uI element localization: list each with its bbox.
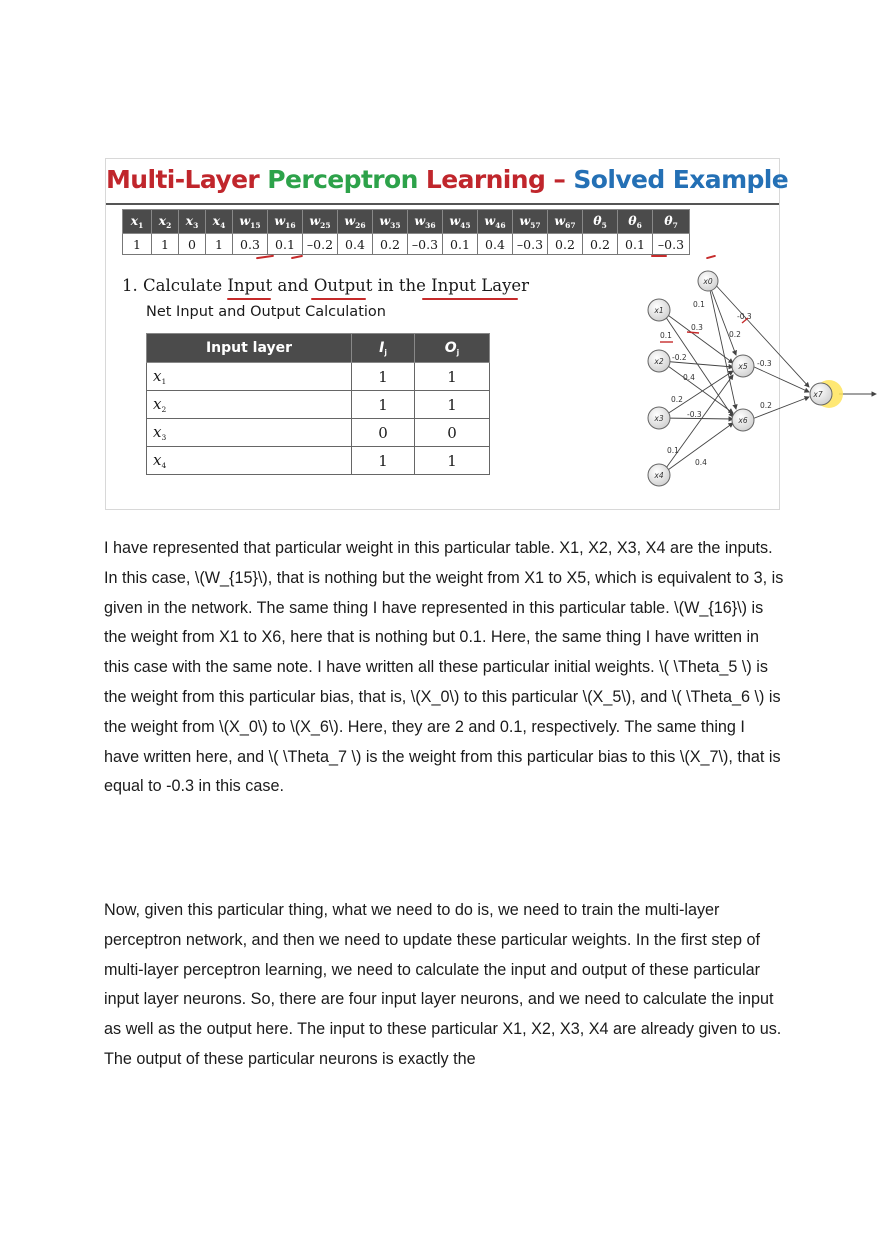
svg-text:x1: x1 <box>654 306 664 315</box>
svg-text:0.2: 0.2 <box>671 395 683 404</box>
weights-header-cell: $x_4$ <box>206 210 233 234</box>
svg-text:-0.3: -0.3 <box>737 312 752 321</box>
weights-value-cell: –0.3 <box>408 234 443 255</box>
weights-header-cell: $\theta_6$ <box>618 210 653 234</box>
table-row: $x_3$ 0 0 <box>147 419 490 447</box>
step-heading: 1. Calculate Input and Output in the Input Layer <box>122 276 530 295</box>
weights-table <box>122 209 690 255</box>
svg-text:x5: x5 <box>738 362 748 371</box>
svg-text:0.4: 0.4 <box>695 458 707 467</box>
svg-text:0.2: 0.2 <box>729 330 741 339</box>
weights-header-cell: $\theta_7$ <box>653 210 690 234</box>
weights-value-cell: 0 <box>179 234 206 255</box>
weights-header-cell: $w_{45}$ <box>443 210 478 234</box>
annotation-underline <box>422 298 518 300</box>
weights-header-cell: $w_{25}$ <box>303 210 338 234</box>
slide-title: Multi-Layer Perceptron Learning – Solved Example <box>106 165 789 194</box>
table-row: $x_4$ 1 1 <box>147 447 490 475</box>
annotation-underline <box>651 255 667 257</box>
weights-header-cell: $w_{15}$ <box>233 210 268 234</box>
weights-value-cell: 1 <box>206 234 233 255</box>
svg-text:x6: x6 <box>738 416 748 425</box>
weights-value-cell: 0.4 <box>478 234 513 255</box>
weights-value-cell: 0.4 <box>338 234 373 255</box>
weights-header-cell: $w_{46}$ <box>478 210 513 234</box>
weights-header-cell: $w_{67}$ <box>548 210 583 234</box>
annotation-underline <box>706 255 716 260</box>
input-table-header: Input layer $I_j$ $O_j$ <box>147 334 490 363</box>
network-diagram <box>531 263 823 503</box>
slide-image <box>105 158 823 510</box>
weights-value-cell: 1 <box>123 234 152 255</box>
svg-text:-0.3: -0.3 <box>687 410 702 419</box>
weights-value-cell: 0.2 <box>548 234 583 255</box>
svg-text:x0: x0 <box>703 277 713 286</box>
weights-header-cell: $w_{16}$ <box>268 210 303 234</box>
svg-text:x3: x3 <box>654 414 664 423</box>
input-layer-table <box>146 333 490 475</box>
svg-text:-0.2: -0.2 <box>672 353 687 362</box>
table-row: $x_2$ 1 1 <box>147 391 490 419</box>
weights-value-cell: 1 <box>152 234 179 255</box>
svg-text:0.4: 0.4 <box>683 373 695 382</box>
svg-text:0.1: 0.1 <box>693 300 705 309</box>
annotation-underline <box>291 255 303 259</box>
svg-text:x2: x2 <box>654 357 664 366</box>
weights-header-cell: $w_{36}$ <box>408 210 443 234</box>
svg-text:0.1: 0.1 <box>667 446 679 455</box>
weights-value-cell: 0.1 <box>443 234 478 255</box>
weights-value-cell: –0.3 <box>653 234 690 255</box>
weights-header-cell: $w_{35}$ <box>373 210 408 234</box>
weights-value-row <box>123 234 690 255</box>
weights-header-row <box>123 210 690 234</box>
table-row: $x_1$ 1 1 <box>147 363 490 391</box>
title-rule <box>106 203 779 205</box>
weights-value-cell: –0.3 <box>513 234 548 255</box>
weights-value-cell: 0.1 <box>268 234 303 255</box>
annotation-underline <box>256 255 274 259</box>
weights-value-cell: 0.2 <box>373 234 408 255</box>
paragraph-2: Now, given this particular thing, what we need to do is, we need to train the multi-layer perceptron network, and then we need to update these particular weights. In the first step of multi-layer perceptron learning, we need to calculate the input and output of these particular input layer neurons. So, there are four input layer neurons, and we need to calculate the input as well as the output here. The input to these particular X1, X2, X3, X4 are already given to us. The output of these particular neurons is exactly the <box>104 901 782 1068</box>
weights-value-cell: –0.2 <box>303 234 338 255</box>
weights-header-cell: $x_3$ <box>179 210 206 234</box>
svg-text:0.3: 0.3 <box>691 323 703 332</box>
svg-text:-0.3: -0.3 <box>757 359 772 368</box>
paragraph-1: I have represented that particular weight in this particular table. X1, X2, X3, X4 are the inputs. In this case, \(W_{15}\), that is nothing but the weight from X1 to X5, which is equivalent to 3, is given in the network. The same thing I have represented in this particular table. \(W_{16}\) is the weight from X1 to X6, here that is nothing but 0.1. Here, the same thing I have written in this case with the same note. I have written all these particular initial weights. \( \Theta_5 \) is the weight from this particular bias, that is, \(X_0\) to this particular \(X_5\), and \( \Theta_6 \) is the weight from \(X_0\) to \(X_6\). Here, they are 2 and 0.1, respectively. The same thing I have written here, and \( \Theta_7 \) is the weight from this particular bias to this \(X_7\), that is equal to -0.3 in this case. <box>104 539 784 796</box>
svg-text:0.1: 0.1 <box>660 331 672 340</box>
weights-header-cell: $w_{26}$ <box>338 210 373 234</box>
weights-header-cell: $w_{57}$ <box>513 210 548 234</box>
svg-text:x7: x7 <box>813 390 823 399</box>
weights-header-cell: $x_2$ <box>152 210 179 234</box>
annotation-underline <box>227 298 271 300</box>
svg-text:0.2: 0.2 <box>760 401 772 410</box>
weights-header-cell: $x_1$ <box>123 210 152 234</box>
weights-header-cell: $\theta_5$ <box>583 210 618 234</box>
weights-value-cell: 0.1 <box>618 234 653 255</box>
annotation-underline <box>311 298 366 300</box>
weights-value-cell: 0.3 <box>233 234 268 255</box>
step-subheading: Net Input and Output Calculation <box>146 304 386 320</box>
weights-value-cell: 0.2 <box>583 234 618 255</box>
svg-text:x4: x4 <box>654 471 664 480</box>
